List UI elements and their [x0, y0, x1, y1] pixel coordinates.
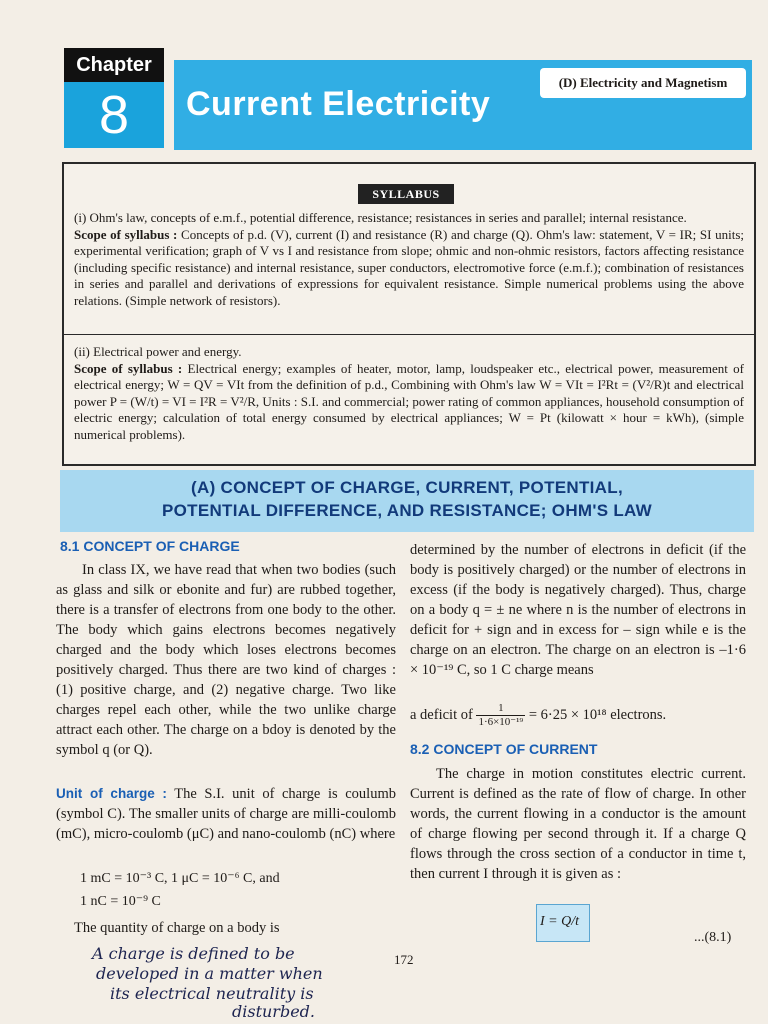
chapter-number: 8: [98, 85, 130, 145]
section-a-title-line2: POTENTIAL DIFFERENCE, AND RESISTANCE; OHM'S LAW: [161, 501, 653, 520]
right-column-para1: determined by the number of electrons in deficit (if the body is positively charged) or the number of electrons in excess (if the body is negatively charged). Thus, charge on a body q = ± ne where n is the number of electrons in deficit for + sign and in excess for – sign while e is the charge on an electron. The charge on an electron is –1·6 × 10⁻¹⁹ C, so 1 C charge means: [410, 542, 746, 678]
syllabus-part1: [74, 210, 744, 309]
left-column-para2: [56, 784, 396, 844]
syllabus-part2: [74, 344, 744, 443]
page-number: 172: [394, 952, 414, 967]
syllabus-part2-intro: (ii) Electrical power and energy.: [74, 344, 242, 359]
current-paragraph: The charge in motion constitutes electric current. Current is defined as the rate of flow of charge. In other words, the current flowing in a conductor is the amount of charge flowing per second through it. If a charge Q flows through the cross section of a conductor in time t, then current I through it is given as :: [410, 766, 746, 882]
current-formula: I = Q/t: [540, 914, 579, 929]
section-heading-8-1: 8.1 CONCEPT OF CHARGE: [60, 538, 240, 554]
unit-tag: (D) Electricity and Magnetism: [540, 68, 746, 98]
unit-formula-2: 1 nC = 10⁻⁹ C: [80, 894, 161, 909]
chapter-label: Chapter: [64, 48, 164, 82]
handwriting-line1: A charge is defined to be: [92, 944, 295, 963]
unit-of-charge-label: Unit of charge :: [56, 786, 167, 801]
section-heading-8-2: 8.2 CONCEPT OF CURRENT: [410, 741, 598, 757]
left-column-para3: The quantity of charge on a body is: [74, 920, 280, 936]
deficit-suffix: = 6·25 × 10¹⁸ electrons.: [528, 706, 667, 723]
deficit-fraction: [476, 702, 525, 729]
right-column-para2: [410, 764, 746, 884]
charge-paragraph: In class IX, we have read that when two bodies (such as glass and silk or ebonite and fur) are rubbed together, there is a transfer of electrons from one body to the other. The body which gains electrons becomes negatively charged and the body which loses electrons becomes positively charged. Thus there are two kind of charges : (1) positive charge, and (2) negative charge. Two like charges repel each other, while the two unlike charge attract each other. The charge on a bdoy is denoted by the symbol q (or Q).: [56, 562, 396, 758]
syllabus-part1-scope: Concepts of p.d. (V), current (I) and resistance (R) and charge (Q). Ohm's law: statement, V = IR; SI units; experimental verification; graph of V vs I and resistance from slope; ohmic and non-ohmic resistors, factors affecting resistance (including specific resistance) and internal resistance, super conductors, electromotive force (e.m.f.); combination of resistances in series and parallel and derivations of expressions for equivalent resistance. Simple numerical problems using the above relations. (Simple network of resistors).: [74, 226, 744, 308]
handwriting-line2: developed in a matter when: [96, 964, 323, 983]
equation-number: ...(8.1): [694, 930, 732, 945]
syllabus-part1-scope-label: Scope of syllabus :: [74, 226, 178, 242]
syllabus-divider: [62, 334, 754, 335]
unit-paragraph: The S.I. unit of charge is coulumb (symbol C). The smaller units of charge are milli-coulomb (mC), micro-coulomb (μC) and nano-coulomb (nC) where: [56, 786, 396, 842]
syllabus-part1-intro: (i) Ohm's law, concepts of e.m.f., potential difference, resistance; resistances in series and parallel; internal resistance.: [74, 210, 687, 225]
left-column-para1: [56, 560, 396, 760]
section-a-title-line1: (A) CONCEPT OF CHARGE, CURRENT, POTENTIAL,: [191, 478, 623, 497]
deficit-prefix: a deficit of: [410, 706, 473, 723]
handwriting-line4: disturbed.: [232, 1002, 315, 1021]
deficit-line: [410, 702, 746, 729]
handwriting-line3: its electrical neutrality is: [110, 984, 314, 1003]
fraction-numerator: 1: [476, 702, 525, 716]
syllabus-title: SYLLABUS: [358, 184, 454, 204]
unit-formula-1: 1 mC = 10⁻³ C, 1 μC = 10⁻⁶ C, and: [80, 871, 280, 886]
syllabus-part2-scope: Electrical energy; examples of heater, motor, lamp, loudspeaker etc., electrical power, measurement of electrical energy; W = QV = VIt from the definition of p.d., Combining with Ohm's law W = VIt = I²Rt = (V²/R)t and electrical power P = (W/t) = VI = I²R = V²/R, Units : S.I. and commercial; power rating of common appliances, household consumption of electric energy; calculation of total energy consumed by electrical appliances; W = Pt (kilowatt × hour = kWh), (simple numerical problems).: [74, 360, 744, 442]
syllabus-part2-scope-label: Scope of syllabus :: [74, 360, 183, 376]
fraction-denominator: 1·6×10⁻¹⁹: [478, 716, 524, 728]
chapter-title: Current Electricity: [186, 85, 491, 123]
